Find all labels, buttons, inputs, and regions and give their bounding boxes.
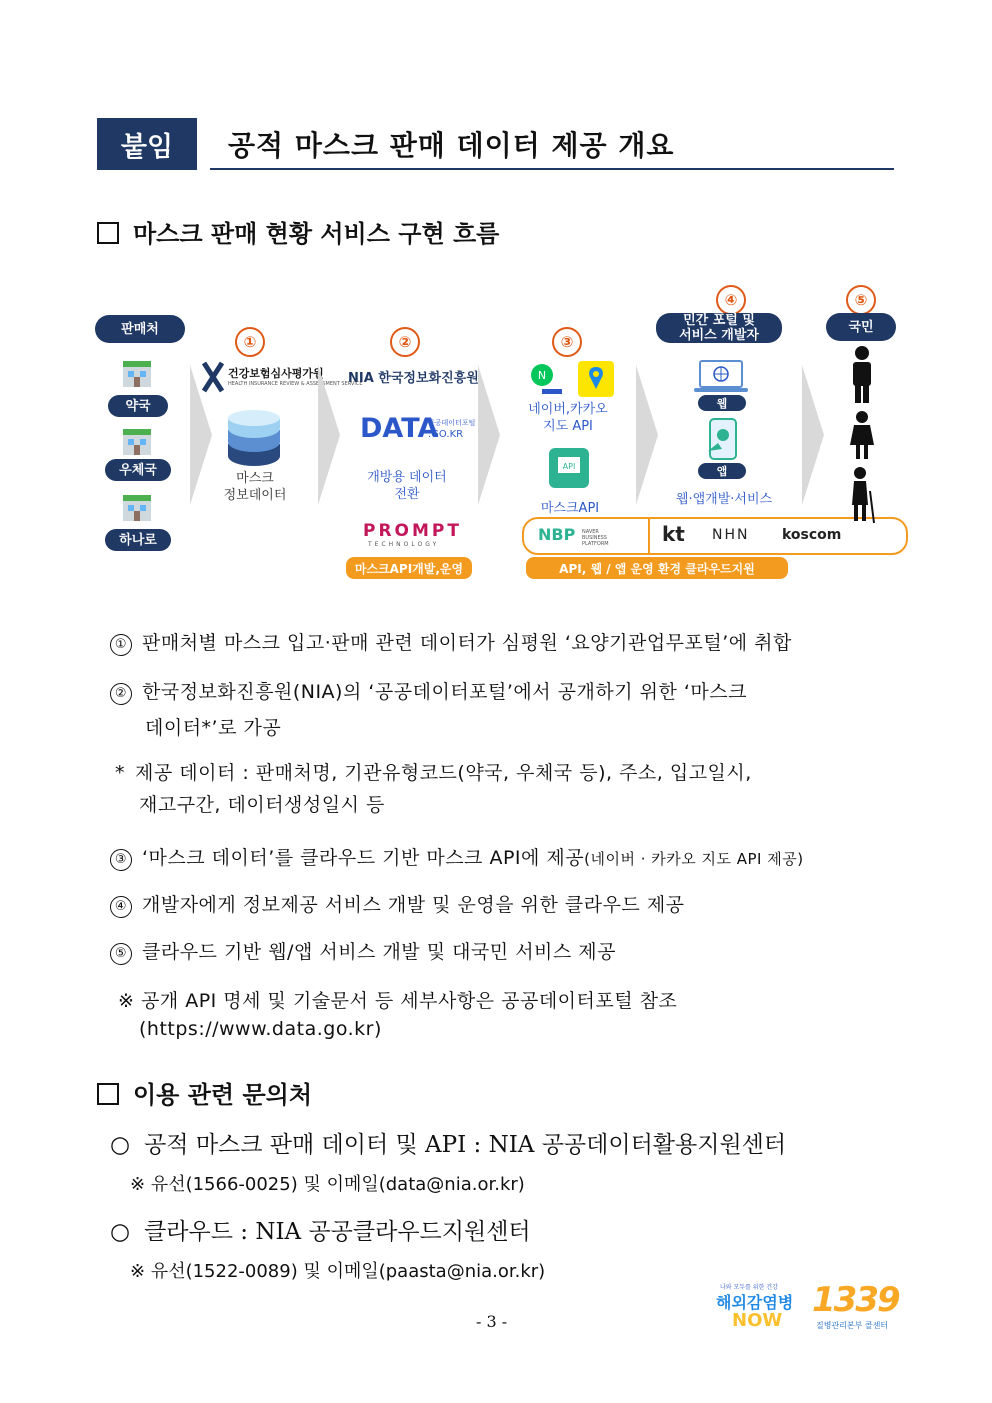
flow-item-2 — [110, 677, 747, 705]
step-number-2: ② — [390, 327, 420, 357]
flow-arrow — [478, 365, 500, 505]
kakao-map-icon — [578, 361, 614, 397]
partner-koscom: koscom — [782, 527, 842, 543]
campaign-logo-main: 해외감염병 — [716, 1293, 794, 1312]
bullet: ○ — [110, 1132, 131, 1158]
item-text: 개발자에게 정보제공 서비스 개발 및 운영을 위한 클라우드 제공 — [142, 894, 685, 916]
store-icon — [120, 425, 154, 459]
db-caption: 마스크 정보데이터 — [223, 471, 287, 503]
flow-item-3 — [110, 843, 804, 871]
hira-logo-sub: HEALTH INSURANCE REVIEW & ASSESSMENT SERVICE — [228, 381, 363, 387]
item-number: ④ — [110, 896, 132, 918]
naver-map-icon — [528, 361, 564, 397]
item-text: 한국정보화진흥원(NIA)의 ‘공공데이터포털’에서 공개하기 위한 ‘마스크 — [142, 681, 747, 703]
item-number: ① — [110, 634, 132, 656]
hotline-logo — [806, 1280, 902, 1334]
citizens-icon — [844, 345, 880, 525]
seller-pharmacy: 약국 — [108, 395, 168, 417]
contact-1 — [110, 1126, 786, 1159]
section-heading-contacts — [97, 1075, 312, 1110]
item-text: 제공 데이터 : 판매처명, 기관유형코드(약국, 우체국 등), 주소, 입고일시, — [135, 762, 752, 784]
step-number-5: ⑤ — [846, 285, 876, 315]
item-asterisk: * — [115, 762, 125, 784]
step-number-4: ④ — [716, 285, 746, 315]
data-portal-logo: DATA — [360, 413, 439, 444]
reference-note: ※ 공개 API 명세 및 기술문서 등 세부사항은 공공데이터포털 참조 — [118, 990, 678, 1012]
data-portal-logo-sub: 공공데이터포털 — [428, 419, 476, 427]
hira-logo-icon — [202, 361, 224, 393]
seller-hanaro: 하나로 — [105, 529, 171, 551]
store-icon — [120, 357, 154, 391]
mobile-app-icon — [698, 417, 748, 461]
hira-logo — [202, 359, 363, 397]
section-heading-flow — [97, 214, 499, 249]
api-dev-label: 마스크API개발,운영 — [346, 557, 472, 579]
partner-divider — [648, 519, 650, 553]
flow-arrow — [318, 365, 340, 505]
flow-arrow — [636, 365, 658, 505]
title-underline — [210, 168, 894, 170]
sellers-label: 판매처 — [95, 315, 185, 343]
hotline-logo-number: 1339 — [812, 1280, 899, 1320]
contact-1-note: ※ 유선(1566-0025) 및 이메일(data@nia.or.kr) — [130, 1174, 525, 1195]
flow-item-2-cont: 데이터*’로 가공 — [145, 717, 282, 739]
flow-item-note — [115, 758, 752, 785]
item-number: ③ — [110, 849, 132, 871]
item-number: ⑤ — [110, 943, 132, 965]
flow-item-note-cont: 재고구간, 데이터생성일시 등 — [139, 794, 385, 816]
partner-nbp: NBP — [538, 525, 576, 544]
svg-text:API: API — [562, 462, 576, 471]
nia-logo: NIA 한국정보화진흥원 — [348, 371, 479, 386]
partner-nhn: NHN — [712, 527, 750, 543]
checkbox-icon — [97, 222, 119, 244]
cloud-support-label: API, 웹 / 앱 운영 환경 클라우드지원 — [526, 557, 788, 579]
flow-diagram — [90, 285, 910, 585]
contact-text: 공적 마스크 판매 데이터 및 API : NIA 공공데이터활용지원센터 — [144, 1132, 787, 1158]
mask-api-icon — [546, 445, 592, 491]
bullet: ○ — [110, 1219, 131, 1245]
citizens-label: 국민 — [826, 313, 896, 341]
partner-kt: kt — [662, 522, 685, 546]
web-label: 웹 — [698, 395, 746, 411]
contact-2-note: ※ 유선(1522-0089) 및 이메일(paasta@nia.or.kr) — [130, 1261, 546, 1282]
campaign-logo-top: 나와 모두를 위한 건강 — [720, 1284, 778, 1291]
campaign-logo-now: NOW — [732, 1310, 783, 1331]
campaign-logo — [716, 1282, 800, 1334]
hotline-logo-sub: 질병관리본부 콜센터 — [816, 1321, 889, 1330]
prompt-logo-sub: TECHNOLOGY — [368, 541, 440, 548]
webapp-caption: 웹·앱개발·서비스 — [675, 492, 773, 507]
store-icon — [120, 491, 154, 525]
attachment-tag: 붙임 — [97, 118, 197, 170]
contact-2 — [110, 1213, 531, 1246]
contact-text: 클라우드 : NIA 공공클라우드지원센터 — [144, 1219, 531, 1245]
item-small-text: (네이버 · 카카오 지도 API 제공) — [584, 850, 804, 868]
flow-item-5 — [110, 937, 616, 965]
partner-nbp-sub: NAVER BUSINESS PLATFORM — [582, 529, 609, 547]
section-heading-text: 이용 관련 문의처 — [133, 1080, 312, 1109]
open-data-caption: 개방용 데이터 전환 — [367, 470, 447, 502]
reference-url[interactable]: (https://www.data.go.kr) — [139, 1018, 382, 1040]
checkbox-icon — [97, 1083, 119, 1105]
svg-text:N: N — [537, 369, 547, 382]
item-text: ‘마스크 데이터’를 클라우드 기반 마스크 API에 제공 — [142, 847, 585, 869]
step-number-1: ① — [235, 327, 265, 357]
page-title: 공적 마스크 판매 데이터 제공 개요 — [228, 129, 675, 162]
app-label: 앱 — [698, 463, 746, 479]
data-portal-logo-domain: .GO.KR — [428, 429, 464, 440]
map-api-caption: 네이버,카카오 지도 API — [528, 402, 608, 434]
flow-item-4 — [110, 890, 685, 918]
seller-post-office: 우체국 — [105, 459, 171, 481]
hira-logo-text: 건강보험심사평가원 — [228, 367, 324, 380]
item-number: ② — [110, 683, 132, 705]
item-text: 판매처별 마스크 입고·판매 관련 데이터가 심평원 ‘요양기관업무포털’에 취합 — [142, 632, 792, 654]
prompt-logo: PROMPT — [363, 521, 462, 541]
laptop-icon — [694, 359, 748, 395]
section-heading-text: 마스크 판매 현황 서비스 구현 흐름 — [133, 219, 500, 248]
step-number-3: ③ — [552, 327, 582, 357]
item-text: 클라우드 기반 웹/앱 서비스 개발 및 대국민 서비스 제공 — [142, 941, 617, 963]
private-dev-label: 민간 포털 및 서비스 개발자 — [656, 313, 782, 343]
mask-api-caption: 마스크API — [540, 501, 600, 516]
database-icon — [226, 410, 282, 470]
flow-item-1 — [110, 628, 792, 656]
page-number: - 3 - — [476, 1312, 508, 1331]
flow-arrow — [802, 365, 824, 505]
